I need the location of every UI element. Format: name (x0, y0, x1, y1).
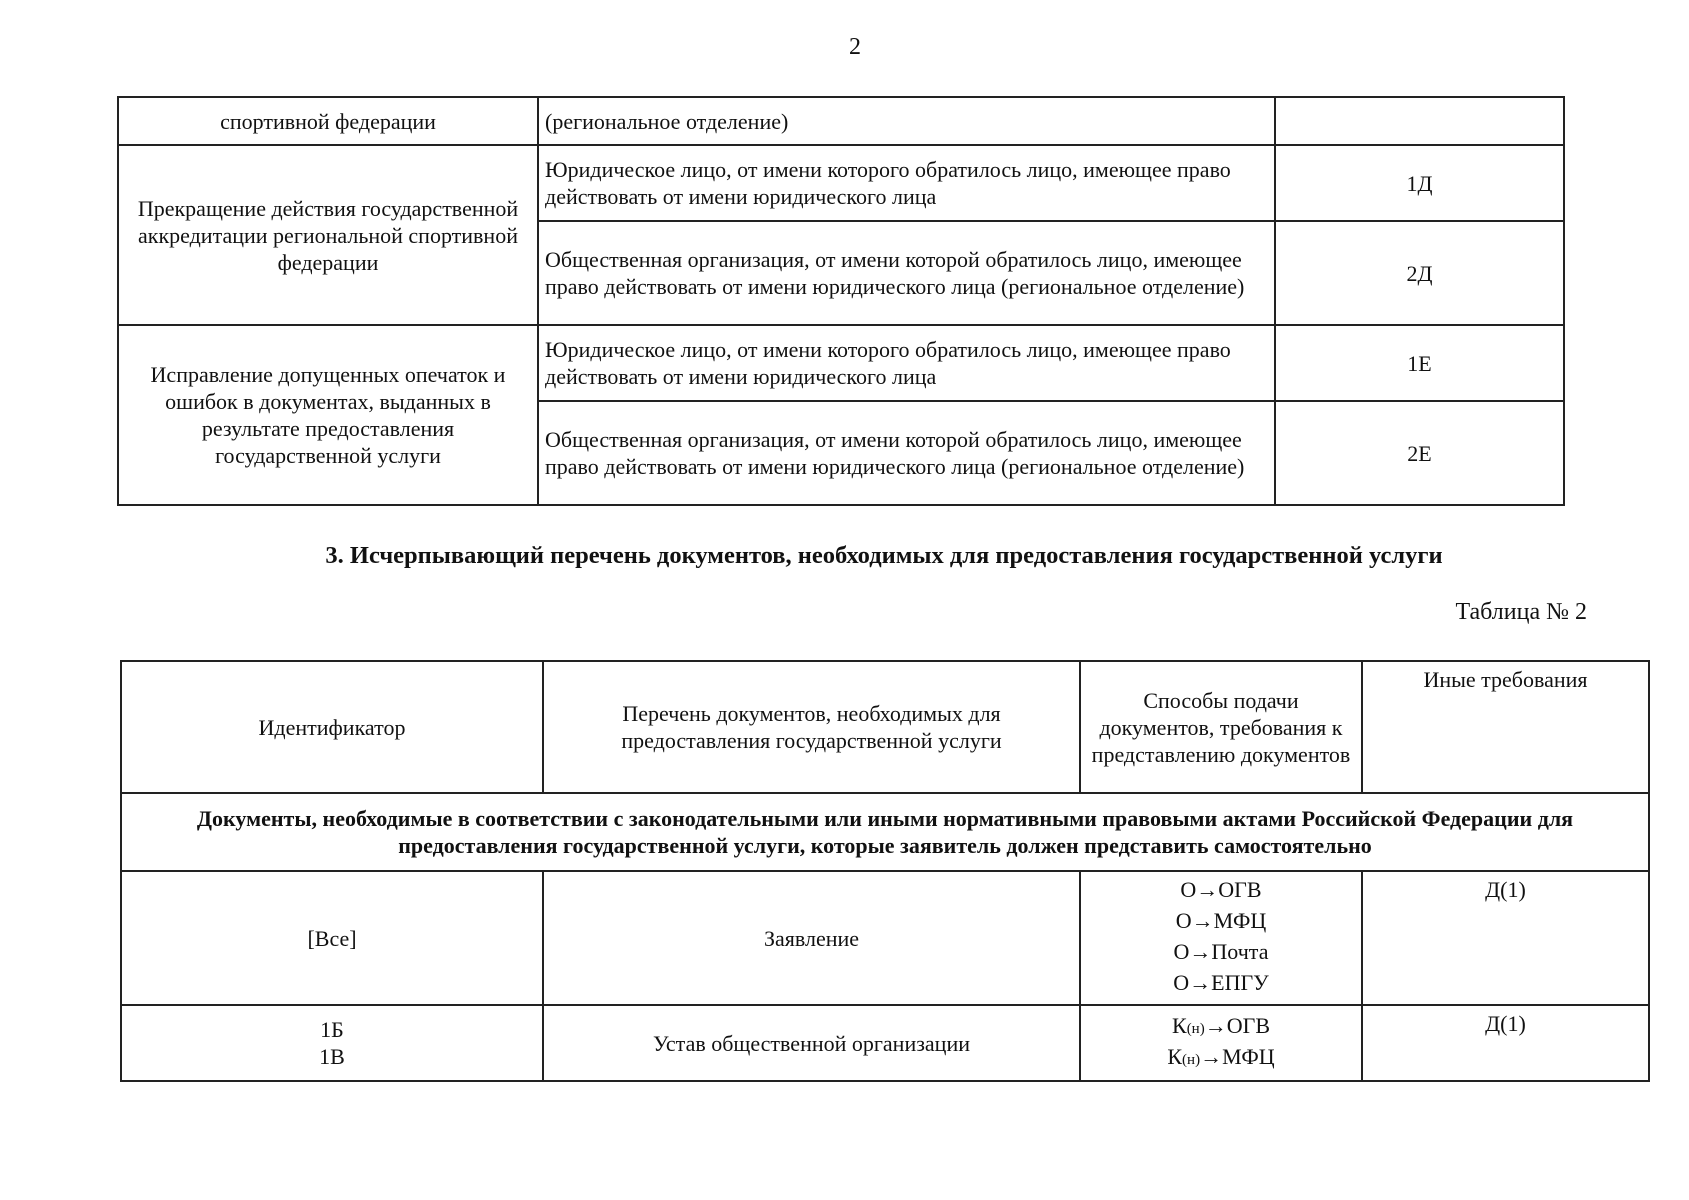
applicant-code-cell: 1Е (1275, 325, 1564, 401)
service-group-cell: Прекращение действия государственной аккредитации региональной спортивной федерации (118, 145, 538, 325)
methods-cell (1080, 1005, 1362, 1081)
method-line: О→МФЦ (1175, 908, 1267, 933)
applicant-cell: Общественная организация, от имени которой обратилось лицо, имеющее право действовать от имени юридического лица (региональное отделение) (538, 401, 1275, 505)
documents-table (120, 660, 1650, 1082)
table-row (118, 325, 1564, 401)
table-caption: Таблица № 2 (1455, 599, 1587, 625)
applicant-cell: Общественная организация, от имени которой обратилось лицо, имеющее право действовать от имени юридического лица (региональное отделение) (538, 221, 1275, 325)
table-row (121, 871, 1649, 1005)
method-line: О→ОГВ (1180, 877, 1262, 902)
document-cell: Заявление (543, 871, 1080, 1005)
methods-cell (1080, 871, 1362, 1005)
identifier-line: [Все] (307, 925, 357, 951)
service-group-cell: спортивной федерации (118, 97, 538, 145)
section-row-cell: Документы, необходимые в соответствии с законодательными или иными нормативными правовыми актами Российской Федерации для предоставления государственной услуги, которые заявитель должен представить самостоятельно (121, 793, 1649, 871)
method-line: О→ЕПГУ (1173, 970, 1269, 995)
applicant-cell: (региональное отделение) (538, 97, 1275, 145)
section-row (121, 793, 1649, 871)
identifier-line: 1В (319, 1044, 345, 1069)
applicant-cell: Юридическое лицо, от имени которого обратилось лицо, имеющее право действовать от имени юридического лица (538, 325, 1275, 401)
header-methods: Способы подачи документов, требования к представлению документов (1080, 661, 1362, 793)
header-other-requirements: Иные требования (1362, 661, 1649, 793)
applicant-code-cell (1275, 97, 1564, 145)
identifier-cell (121, 1005, 543, 1081)
header-documents: Перечень документов, необходимых для предоставления государственной услуги (543, 661, 1080, 793)
section-heading: 3. Исчерпывающий перечень документов, необходимых для предоставления государственной услуги (325, 542, 1443, 569)
service-group-cell: Исправление допущенных опечаток и ошибок в документах, выданных в результате предоставления государственной услуги (118, 325, 538, 505)
applicants-table (117, 96, 1565, 506)
identifier-cell (121, 871, 543, 1005)
header-identifier: Идентификатор (121, 661, 543, 793)
applicant-cell: Юридическое лицо, от имени которого обратилось лицо, имеющее право действовать от имени юридического лица (538, 145, 1275, 221)
other-requirements-cell: Д(1) (1362, 1005, 1649, 1081)
page-number: 2 (849, 34, 861, 60)
identifier-line: 1Б (320, 1017, 344, 1042)
other-requirements-cell: Д(1) (1362, 871, 1649, 1005)
applicant-code-cell: 2Е (1275, 401, 1564, 505)
applicant-code-cell: 2Д (1275, 221, 1564, 325)
table-row (121, 1005, 1649, 1081)
method-line: О→Почта (1173, 939, 1269, 964)
table-row (118, 145, 1564, 221)
table-header-row (121, 661, 1649, 793)
method-line: К(н)→МФЦ (1167, 1044, 1275, 1069)
table-row (118, 97, 1564, 145)
method-line: К(н)→ОГВ (1172, 1013, 1270, 1038)
document-cell: Устав общественной организации (543, 1005, 1080, 1081)
applicant-code-cell: 1Д (1275, 145, 1564, 221)
